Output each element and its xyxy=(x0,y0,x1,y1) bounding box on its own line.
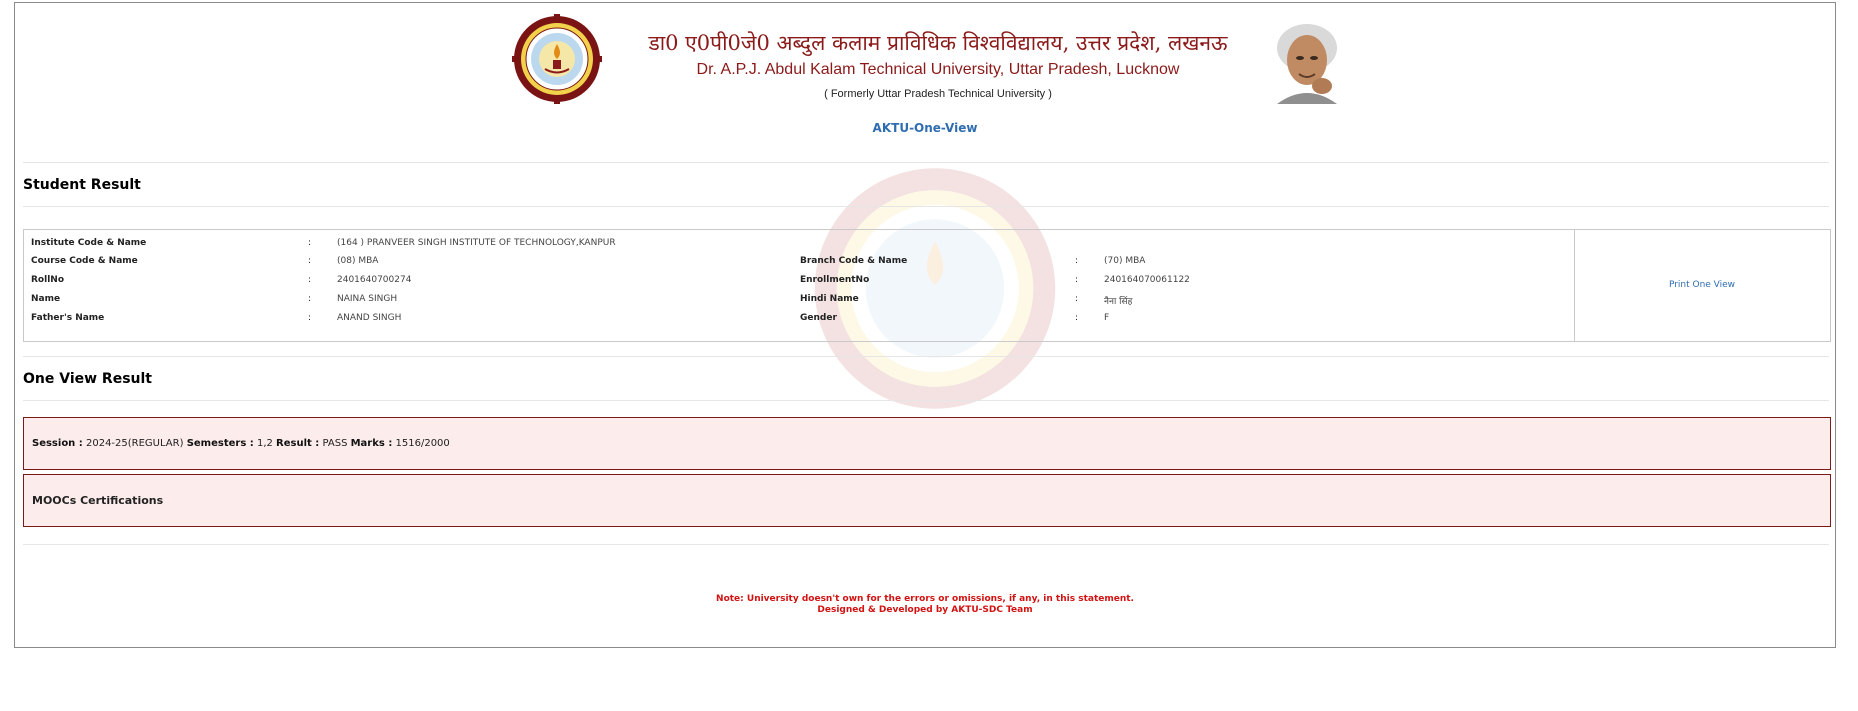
institute-value: (164 ) PRANVEER SINGH INSTITUTE OF TECHNOLOGY,KANPUR xyxy=(337,238,616,248)
result-value: PASS xyxy=(322,438,348,449)
name-value: NAINA SINGH xyxy=(337,294,398,304)
enrollment-label: EnrollmentNo xyxy=(800,275,870,285)
colon: : xyxy=(308,256,312,266)
student-result-heading: Student Result xyxy=(23,177,141,193)
father-name-value: ANAND SINGH xyxy=(337,313,402,323)
divider xyxy=(23,544,1829,545)
university-title-hindi: डा0 ए0पी0जे0 अब्दुल कलाम प्राविधिक विश्वविद्यालय, उत्तर प्रदेश, लखनऊ xyxy=(648,31,1228,55)
divider xyxy=(23,400,1829,401)
moocs-certifications-label: MOOCs Certifications xyxy=(32,494,164,507)
header xyxy=(15,3,1835,153)
name-label: Name xyxy=(31,294,61,304)
university-logo xyxy=(512,14,602,104)
developer-credit: Designed & Developed by AKTU-SDC Team xyxy=(817,605,1033,615)
divider xyxy=(23,162,1829,163)
session-label: Session : xyxy=(32,438,83,449)
divider xyxy=(23,206,1829,207)
colon: : xyxy=(308,238,312,248)
session-result-line xyxy=(32,438,450,449)
disclaimer-note: Note: University doesn't own for the errors or omissions, if any, in this statement. xyxy=(716,594,1134,604)
page-frame xyxy=(14,2,1836,648)
university-formerly-text: ( Formerly Uttar Pradesh Technical University ) xyxy=(824,88,1052,100)
divider xyxy=(23,356,1829,357)
hindi-name-value: नैना सिंह xyxy=(1104,297,1133,307)
colon: : xyxy=(1075,275,1079,285)
colon: : xyxy=(1075,313,1079,323)
enrollment-value: 240164070061122 xyxy=(1104,275,1190,285)
print-one-view-link[interactable]: Print One View xyxy=(1668,280,1736,290)
branch-value: (70) MBA xyxy=(1104,256,1146,266)
session-value: 2024-25(REGULAR) xyxy=(85,438,184,449)
portrait-image xyxy=(1262,14,1352,104)
colon: : xyxy=(308,313,312,323)
moocs-certifications-box[interactable] xyxy=(23,474,1831,527)
father-name-label: Father's Name xyxy=(31,313,105,323)
semesters-value: 1,2 xyxy=(256,438,273,449)
gender-label: Gender xyxy=(800,313,837,323)
result-label: Result : xyxy=(276,438,320,449)
colon: : xyxy=(1075,256,1079,266)
colon: : xyxy=(308,275,312,285)
student-info-box xyxy=(23,229,1831,342)
marks-value: 1516/2000 xyxy=(395,438,450,449)
rollno-value: 2401640700274 xyxy=(337,275,412,285)
colon: : xyxy=(1075,294,1079,304)
branch-label: Branch Code & Name xyxy=(800,256,908,266)
rollno-label: RollNo xyxy=(31,275,64,285)
institute-label: Institute Code & Name xyxy=(31,238,147,248)
one-view-result-heading: One View Result xyxy=(23,371,152,387)
marks-label: Marks : xyxy=(350,438,393,449)
university-title-english: Dr. A.P.J. Abdul Kalam Technical University, Uttar Pradesh, Lucknow xyxy=(696,61,1180,78)
colon: : xyxy=(308,294,312,304)
session-result-box xyxy=(23,417,1831,470)
course-value: (08) MBA xyxy=(337,256,379,266)
app-name: AKTU-One-View xyxy=(872,121,978,135)
hindi-name-label: Hindi Name xyxy=(800,294,859,304)
semesters-label: Semesters : xyxy=(186,438,254,449)
gender-value: F xyxy=(1104,313,1110,323)
course-label: Course Code & Name xyxy=(31,256,138,266)
